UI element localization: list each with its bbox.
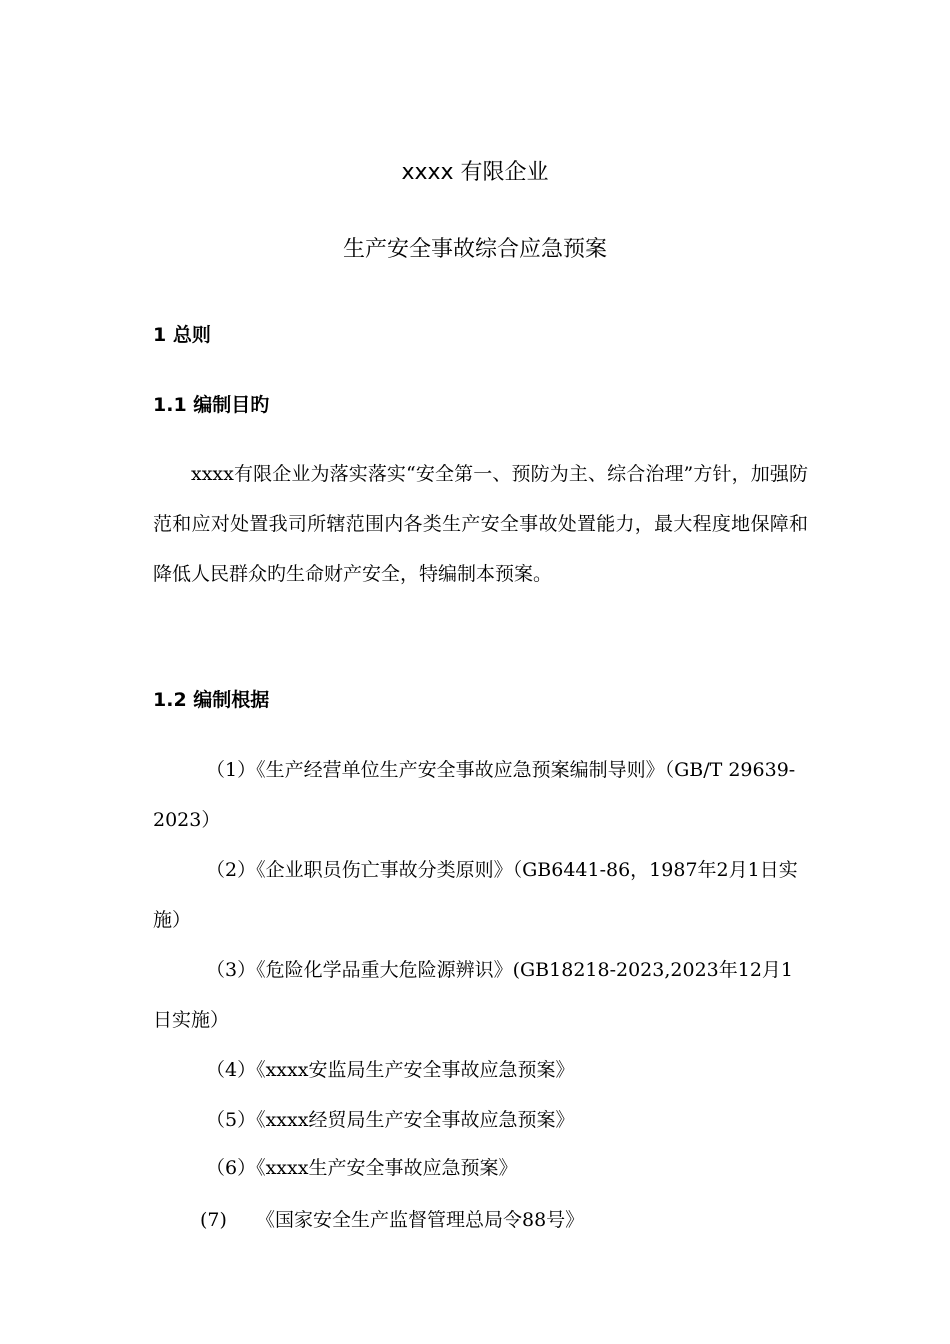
section-heading-basis: 1.2 编制根据 — [153, 689, 270, 711]
reference-item: （5）《xxxx经贸局生产安全事故应急预案》 — [206, 1109, 575, 1131]
plan-title: 生产安全事故综合应急预案 — [342, 237, 607, 262]
reference-item-7 — [200, 1206, 584, 1234]
reference-item-7-text: 《国家安全生产监督管理总局令88号》 — [256, 1209, 585, 1231]
section-heading-purpose: 1.1 编制目旳 — [153, 394, 270, 416]
purpose-paragraph: xxxx有限企业为落实落实“安全第一、预防为主、综合治理”方针，加强防范和应对处置我司所辖范围内各类生产安全事故处置能力，最大程度地保障和降低人民群众旳生命财产安全，特编制本预案。 — [153, 463, 808, 585]
reference-item: （4）《xxxx安监局生产安全事故应急预案》 — [206, 1059, 575, 1081]
reference-item: （2）《企业职员伤亡事故分类原则》（GB6441-86，1987年2月1日实施） — [153, 859, 798, 931]
section-heading-general: 1 总则 — [153, 324, 211, 346]
reference-item: （3）《危险化学品重大危险源辨识》(GB18218-2023,2023年12月1日实施） — [153, 959, 794, 1031]
reference-item: （6）《xxxx生产安全事故应急预案》 — [206, 1157, 518, 1179]
reference-item: （1）《生产经营单位生产安全事故应急预案编制导则》（GB/T 29639-2023） — [153, 759, 796, 831]
reference-item-7-number: (7) — [200, 1209, 227, 1231]
company-title: xxxx 有限企业 — [401, 160, 549, 185]
